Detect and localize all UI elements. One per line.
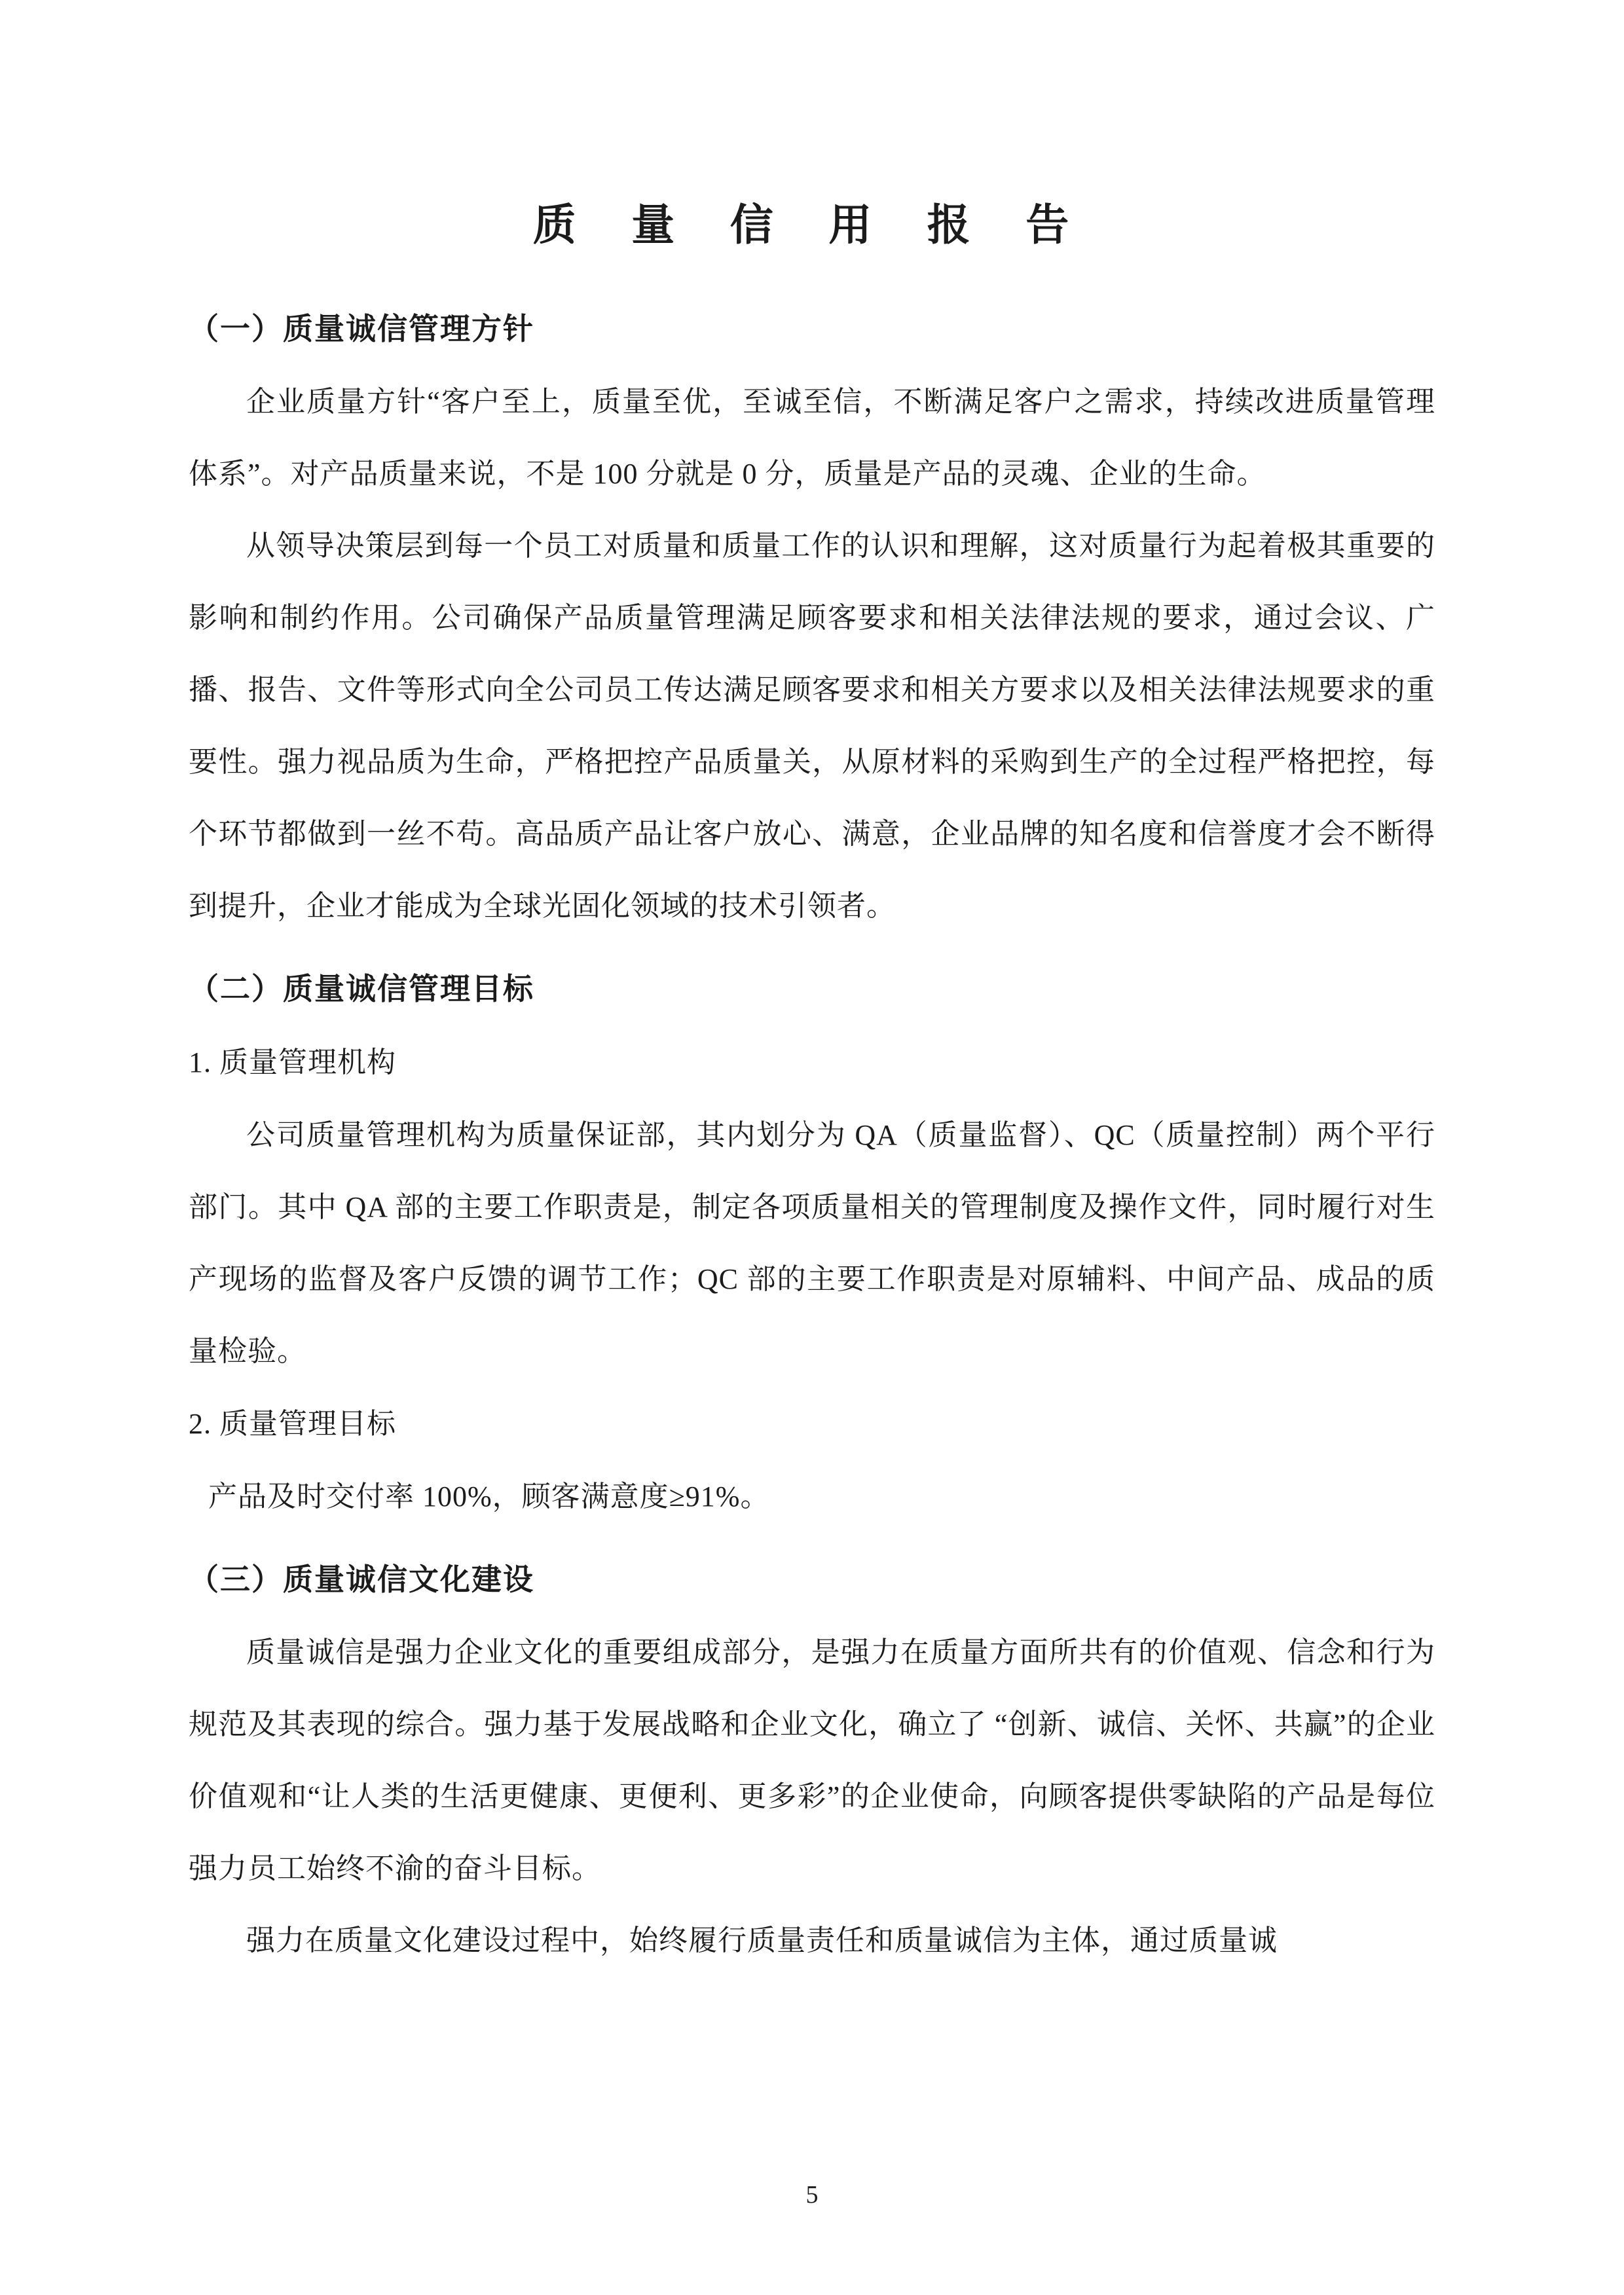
paragraph: 从领导决策层到每一个员工对质量和质量工作的认识和理解，这对质量行为起着极其重要的影响和制约作用。公司确保产品质量管理满足顾客要求和相关法律法规的要求，通过会议、广播、报告、文件等形式向全公司员工传达满足顾客要求和相关方要求以及相关法律法规要求的重要性。强力视品质为生命，严格把控产品质量关，从原材料的采购到生产的全过程严格把控，每个环节都做到一丝不苟。高品质产品让客户放心、满意，企业品牌的知名度和信誉度才会不断得到提升，企业才能成为全球光固化领域的技术引领者。 <box>189 530 1435 922</box>
page-number: 5 <box>805 2181 819 2209</box>
paragraph: 强力在质量文化建设过程中，始终履行质量责任和质量诚信为主体，通过质量诚 <box>246 1924 1278 1956</box>
section-heading-2: （二）质量诚信管理目标 <box>189 972 534 1006</box>
paragraph: 产品及时交付率 100%，顾客满意度≥91%。 <box>208 1480 770 1513</box>
section-heading-3: （三）质量诚信文化建设 <box>189 1563 534 1596</box>
document-title: 质 量 信 用 报 告 <box>532 202 1092 249</box>
paragraph: 质量诚信是强力企业文化的重要组成部分，是强力在质量方面所共有的价值观、信念和行为规范及其表现的综合。强力基于发展战略和企业文化，确立了 “创新、诚信、关怀、共赢”的企业价值观和“让人类的生活更健康、更便利、更多彩”的企业使命，向顾客提供零缺陷的产品是每位强力员工始终不渝的奋斗目标。 <box>189 1636 1435 1884</box>
section-heading-1: （一）质量诚信管理方针 <box>189 312 534 346</box>
paragraph: 公司质量管理机构为质量保证部，其内划分为 QA（质量监督）、QC（质量控制）两个平行部门。其中 QA 部的主要工作职责是，制定各项质量相关的管理制度及操作文件，同时履行对生产现场的监督及客户反馈的调节工作；QC 部的主要工作职责是对原辅料、中间产品、成品的质量检验。 <box>189 1119 1435 1367</box>
paragraph: 企业质量方针“客户至上，质量至优，至诚至信，不断满足客户之需求，持续改进质量管理体系”。对产品质量来说，不是 100 分就是 0 分，质量是产品的灵魂、企业的生命。 <box>189 386 1435 490</box>
list-item-2: 2. 质量管理目标 <box>189 1408 396 1440</box>
list-item-1: 1. 质量管理机构 <box>189 1046 396 1078</box>
